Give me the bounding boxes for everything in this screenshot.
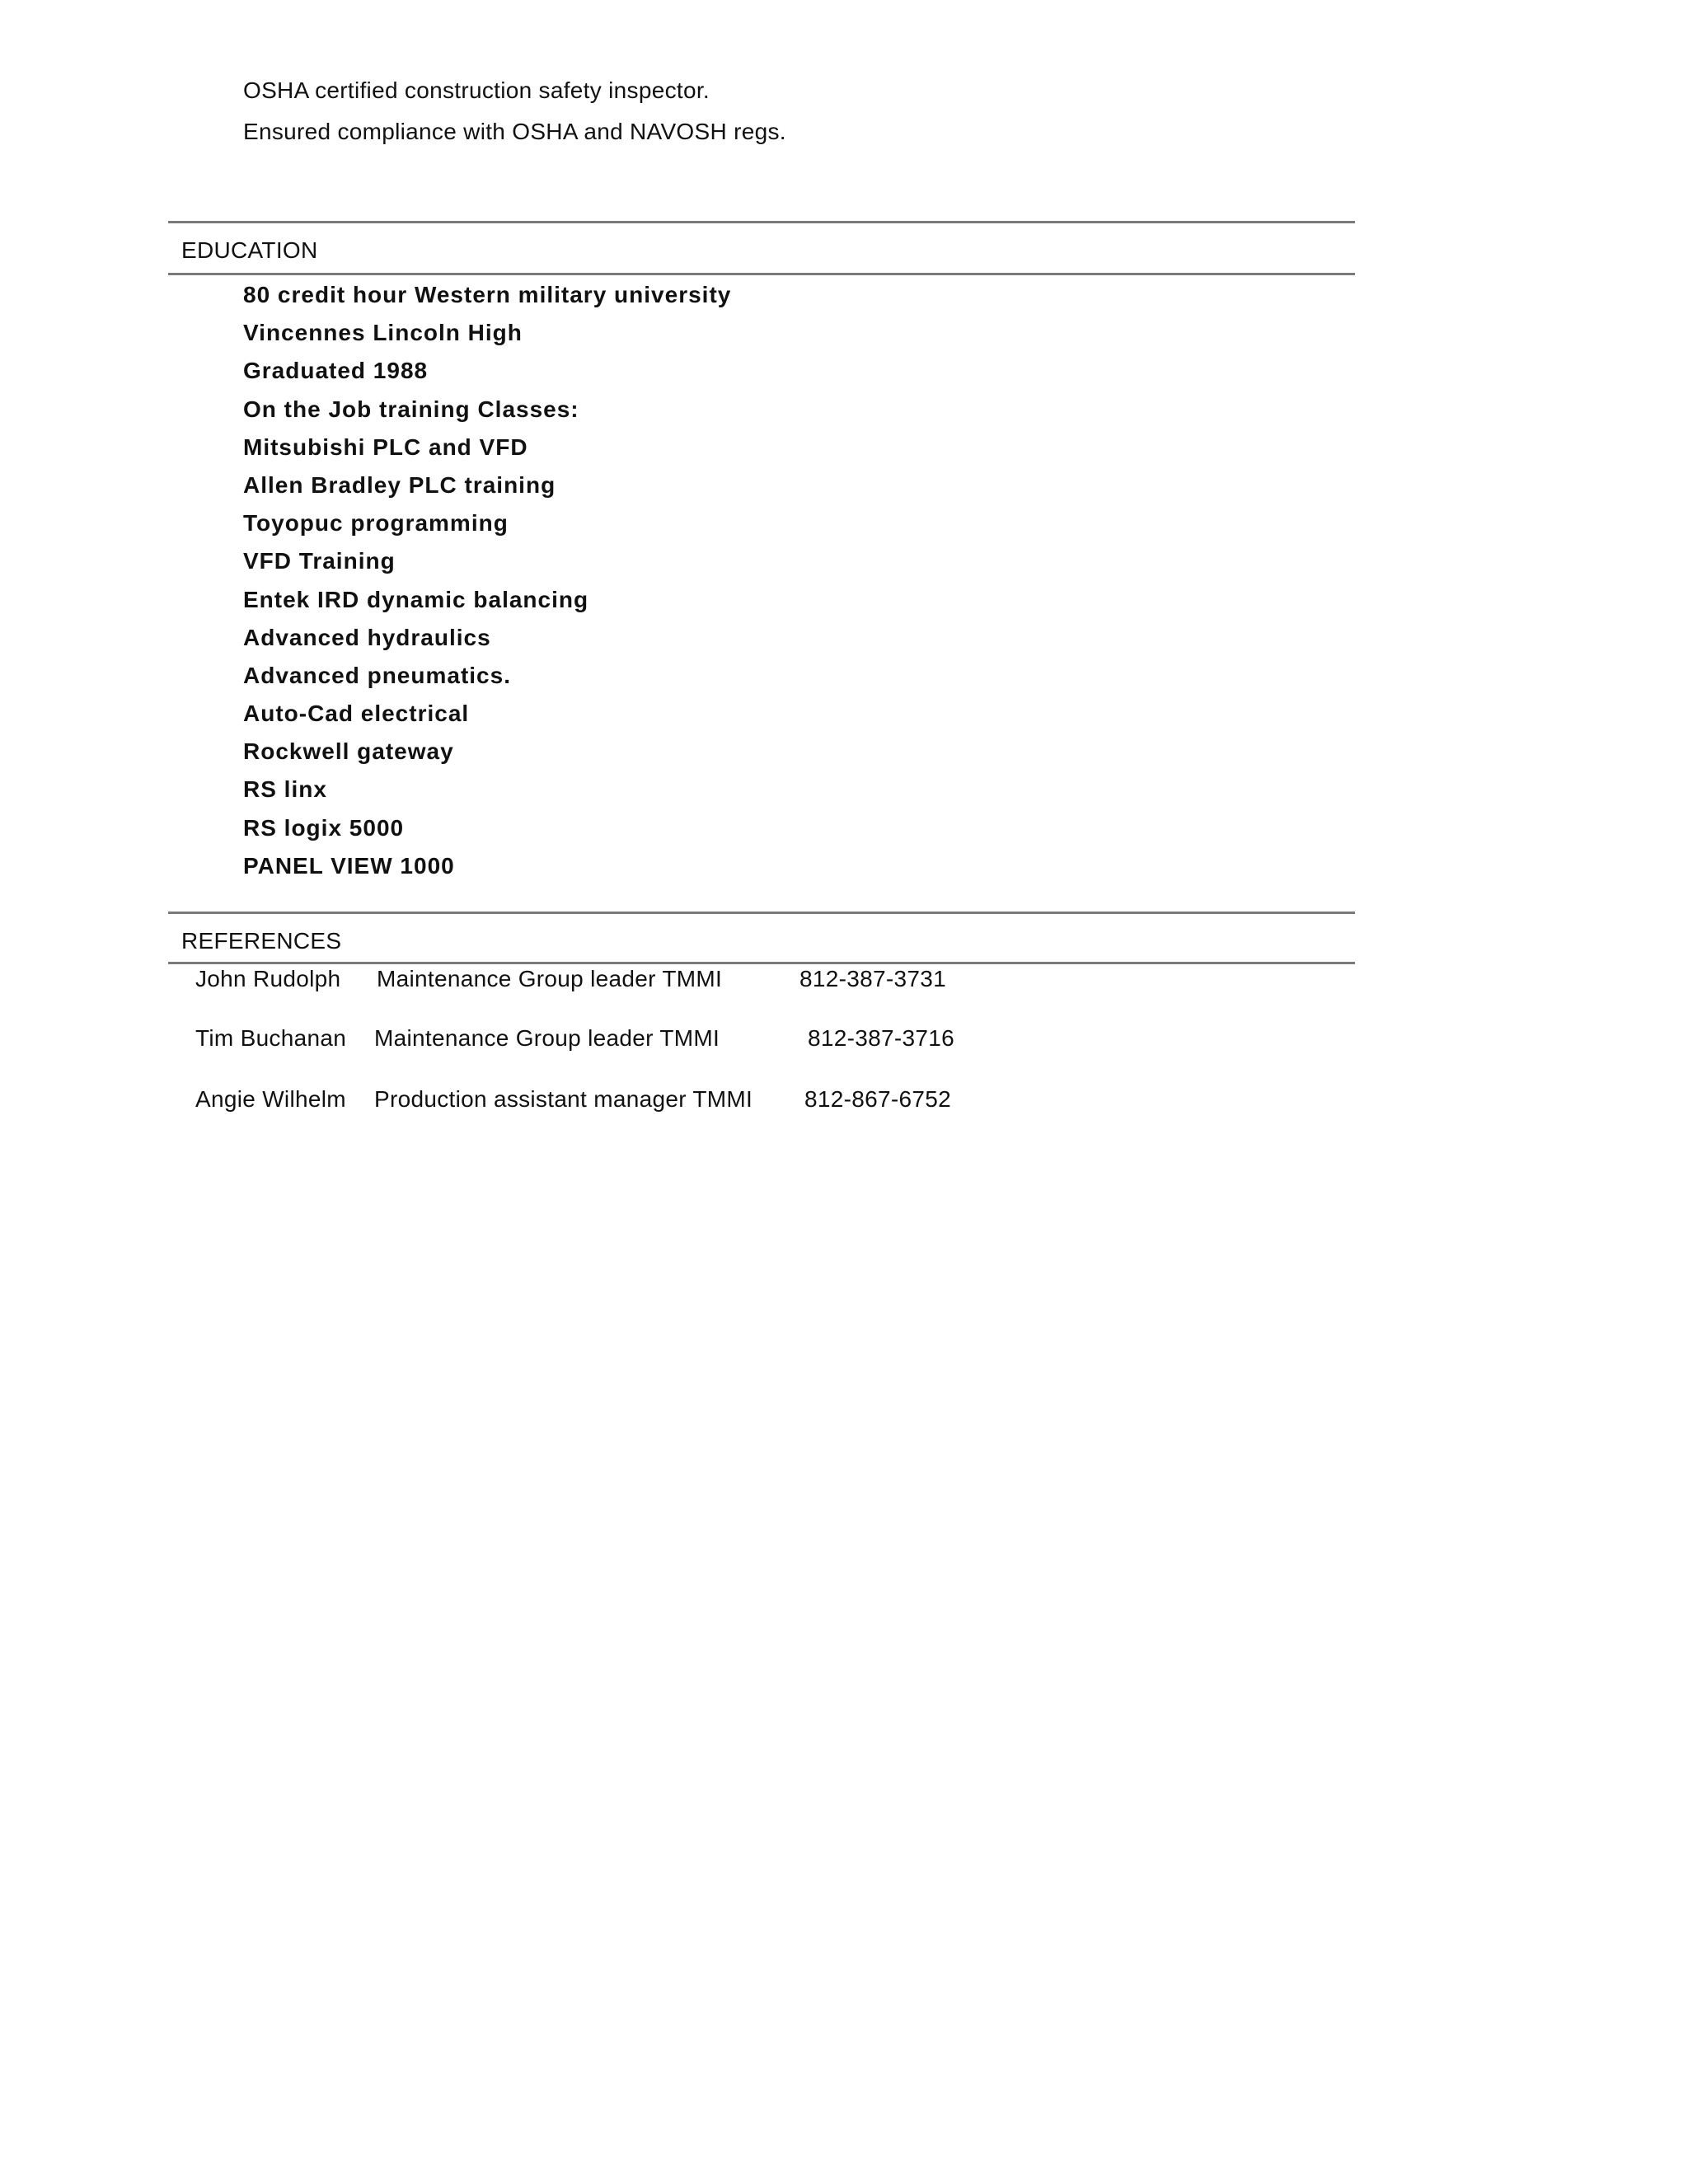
education-item: RS linx bbox=[243, 776, 327, 803]
education-item: Auto-Cad electrical bbox=[243, 701, 470, 727]
intro-line-compliance: Ensured compliance with OSHA and NAVOSH regs. bbox=[243, 119, 786, 144]
education-item: Allen Bradley PLC training bbox=[243, 471, 556, 498]
reference-name: John Rudolph bbox=[195, 966, 341, 991]
reference-phone: 812-387-3716 bbox=[808, 1025, 954, 1051]
reference-phone: 812-387-3731 bbox=[799, 966, 946, 991]
education-item: Toyopuc programming bbox=[243, 510, 509, 537]
education-item: Mitsubishi PLC and VFD bbox=[243, 434, 528, 460]
reference-title: Maintenance Group leader TMMI bbox=[377, 966, 723, 991]
education-item: Rockwell gateway bbox=[243, 738, 454, 765]
reference-name: Angie Wilhelm bbox=[195, 1086, 346, 1112]
education-item: RS logix 5000 bbox=[243, 814, 405, 841]
reference-phone: 812-867-6752 bbox=[804, 1086, 951, 1112]
education-item: VFD Training bbox=[243, 548, 396, 574]
reference-name: Tim Buchanan bbox=[195, 1025, 347, 1051]
education-heading: EDUCATION bbox=[181, 237, 318, 263]
references-bottom-divider bbox=[168, 962, 1355, 964]
references-heading: REFERENCES bbox=[181, 928, 342, 954]
reference-row bbox=[0, 1027, 1154, 1055]
education-item: PANEL VIEW 1000 bbox=[243, 852, 455, 879]
reference-row bbox=[0, 968, 1154, 996]
education-top-divider bbox=[168, 221, 1355, 223]
education-item: Advanced pneumatics. bbox=[243, 662, 511, 688]
reference-row bbox=[0, 1088, 1154, 1116]
reference-title: Maintenance Group leader TMMI bbox=[374, 1025, 720, 1051]
references-top-divider bbox=[168, 912, 1355, 914]
education-item: 80 credit hour Western military university bbox=[243, 282, 732, 307]
education-bottom-divider bbox=[168, 273, 1355, 275]
education-item: On the Job training Classes: bbox=[243, 396, 579, 422]
reference-title: Production assistant manager TMMI bbox=[374, 1086, 753, 1112]
education-item: Entek IRD dynamic balancing bbox=[243, 586, 589, 612]
education-list bbox=[243, 284, 731, 893]
education-item: Graduated 1988 bbox=[243, 358, 429, 384]
education-item: Advanced hydraulics bbox=[243, 624, 491, 650]
education-item: Vincennes Lincoln High bbox=[243, 320, 523, 346]
intro-line-osha-certified: OSHA certified construction safety inspector. bbox=[243, 77, 710, 103]
